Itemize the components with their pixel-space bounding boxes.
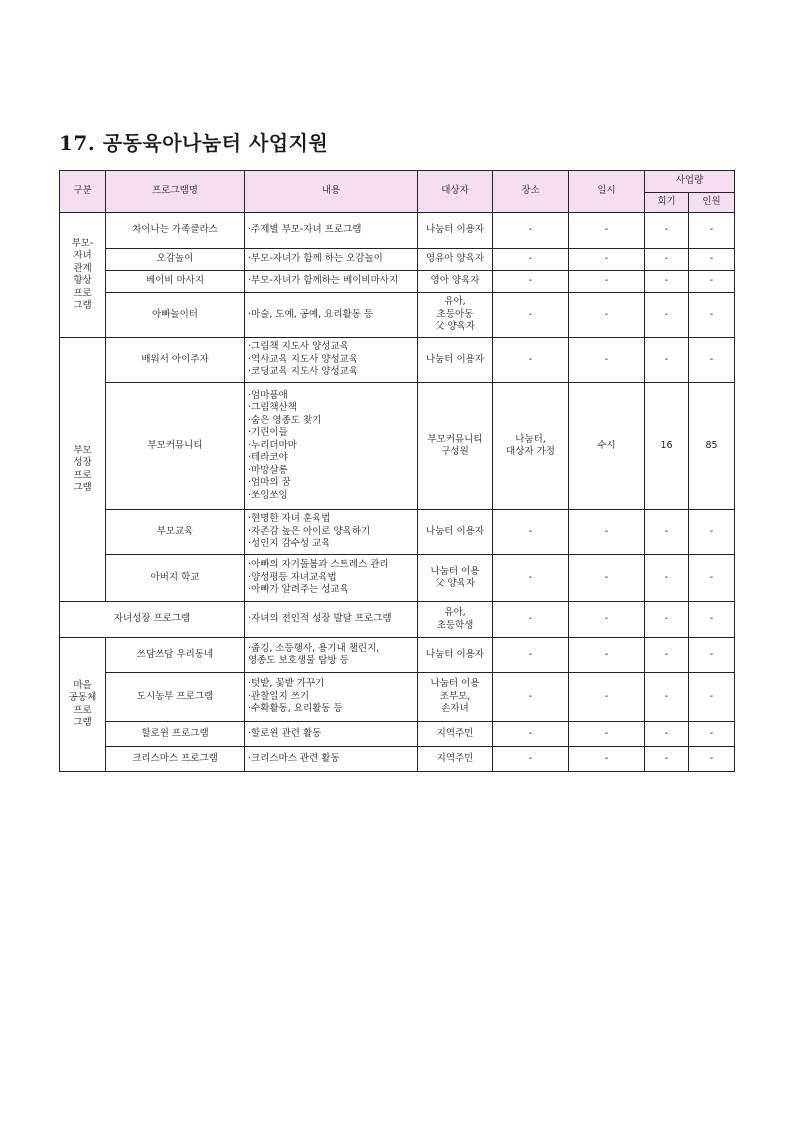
program-name: 부모커뮤니티 — [106, 383, 245, 510]
date-cell: - — [569, 249, 645, 271]
target-line: 父 양육자 — [434, 578, 476, 589]
people-cell: - — [689, 722, 735, 747]
place-cell: - — [493, 673, 569, 722]
content-line: ·주제별 부모-자녀 프로그램 — [248, 224, 362, 236]
people-cell: - — [689, 338, 735, 383]
category-line: 그램 — [73, 300, 92, 311]
category-line: 부모 — [73, 444, 92, 456]
target-line: 지역주민 — [436, 752, 474, 764]
content-line: ·엄마품애 — [248, 389, 288, 401]
table-row — [60, 383, 735, 510]
content-line: ·누리더마마 — [248, 439, 297, 451]
content-line: ·부모-자녀가 함께 하는 오감놀이 — [248, 253, 383, 265]
sessions-cell: - — [645, 638, 689, 673]
program-name: 할로윈 프로그램 — [106, 722, 245, 747]
date-cell: - — [569, 271, 645, 293]
sessions-cell: - — [645, 293, 689, 338]
content-line: ·텃밭, 꽃밭 가꾸기 — [248, 678, 325, 690]
content-line: ·아빠의 자기돌봄과 스트레스 관리 — [248, 559, 389, 571]
program-name: 배워서 아이주자 — [106, 338, 245, 383]
table-row — [60, 271, 735, 293]
target-cell — [418, 249, 493, 271]
program-content — [245, 338, 418, 383]
category-line: 관계 — [73, 262, 92, 274]
category-cell — [60, 638, 106, 772]
table-row — [60, 602, 735, 638]
content-line: ·아빠가 알려주는 성교육 — [248, 584, 349, 596]
program-content — [245, 602, 418, 638]
program-content — [245, 249, 418, 271]
target-cell — [418, 293, 493, 338]
content-line: ·줍깅, 소등행사, 용기내 챌린지, — [248, 642, 380, 654]
content-line: ·엄마의 꿈 — [248, 477, 291, 489]
header-date: 일시 — [569, 171, 645, 213]
program-name: 아빠놀이터 — [106, 293, 245, 338]
date-cell: - — [569, 510, 645, 555]
content-line: ·숨은 영종도 찾기 — [248, 414, 322, 426]
sessions-cell: 16 — [645, 383, 689, 510]
date-cell: - — [569, 293, 645, 338]
people-cell: - — [689, 638, 735, 673]
program-name: 아버지 학교 — [106, 555, 245, 602]
page-title: 17. 공동육아나눔터 사업지원 — [59, 131, 329, 155]
target-cell — [418, 510, 493, 555]
category-line: 프로 — [73, 704, 92, 716]
program-name: 도시농부 프로그램 — [106, 673, 245, 722]
place-cell: - — [493, 249, 569, 271]
target-line: 영유아 양육자 — [425, 253, 485, 265]
target-cell — [418, 213, 493, 249]
content-line: ·현명한 자녀 훈육법 — [248, 513, 331, 525]
date-cell: - — [569, 722, 645, 747]
table-row — [60, 673, 735, 722]
table-row — [60, 510, 735, 555]
category-cell — [60, 213, 106, 338]
category-line: 마을 — [73, 679, 92, 691]
content-line: ·그림책산책 — [248, 402, 297, 414]
content-line: ·수확활동, 요리활동 등 — [248, 703, 343, 715]
place-cell: 나눔터, 대상자 가정 — [493, 383, 569, 510]
table-row — [60, 249, 735, 271]
header-category: 구분 — [60, 171, 106, 213]
date-cell: - — [569, 638, 645, 673]
place-cell: - — [493, 510, 569, 555]
content-line: ·코딩교육 지도사 양성교육 — [248, 366, 359, 378]
place-cell: - — [493, 271, 569, 293]
header-target: 대상자 — [418, 171, 493, 213]
sessions-cell: - — [645, 338, 689, 383]
target-line: 구성원 — [441, 446, 469, 457]
place-cell: - — [493, 747, 569, 772]
content-line: ·그림책 지도사 양성교육 — [248, 341, 349, 353]
target-line: 父 양육자 — [434, 321, 476, 333]
table-row — [60, 747, 735, 772]
target-cell — [418, 338, 493, 383]
people-cell: 85 — [689, 383, 735, 510]
target-cell — [418, 383, 493, 510]
people-cell: - — [689, 555, 735, 602]
table-row — [60, 213, 735, 249]
target-line: 유아, — [444, 607, 466, 618]
content-line: ·역사교육 지도사 양성교육 — [248, 353, 359, 365]
sessions-cell: - — [645, 722, 689, 747]
program-content — [245, 722, 418, 747]
target-cell — [418, 602, 493, 638]
header-program: 프로그램명 — [106, 171, 245, 213]
table-row — [60, 555, 735, 602]
date-cell: - — [569, 747, 645, 772]
content-line: ·자녀의 전인적 성장 발달 프로그램 — [248, 613, 392, 625]
content-line: ·부모-자녀가 함께하는 베이비마사지 — [248, 275, 399, 287]
date-cell: - — [569, 673, 645, 722]
target-line: 조부모, — [439, 690, 471, 702]
program-content — [245, 510, 418, 555]
program-content — [245, 213, 418, 249]
sessions-cell: - — [645, 213, 689, 249]
program-name: 부모교육 — [106, 510, 245, 555]
people-cell: - — [689, 673, 735, 722]
table-row — [60, 338, 735, 383]
content-line: ·기린이들 — [248, 427, 288, 439]
content-line: ·할로윈 관련 활동 — [248, 727, 322, 739]
program-content — [245, 271, 418, 293]
content-line: ·양성평등 자녀교육법 — [248, 571, 337, 583]
program-content — [245, 747, 418, 772]
target-line: 나눔터 이용자 — [425, 353, 485, 365]
program-content — [245, 293, 418, 338]
date-cell: - — [569, 602, 645, 638]
program-content — [245, 673, 418, 722]
people-cell: - — [689, 249, 735, 271]
target-line: 나눔터 이용자 — [425, 224, 485, 236]
program-name: 자녀성장 프로그램 — [60, 602, 245, 638]
program-content — [245, 638, 418, 673]
target-line: 나눔터 이용자 — [425, 525, 485, 537]
place-cell: - — [493, 293, 569, 338]
target-cell — [418, 555, 493, 602]
people-cell: - — [689, 293, 735, 338]
target-cell — [418, 673, 493, 722]
date-cell: - — [569, 338, 645, 383]
content-line: ·관찰일지 쓰기 — [248, 690, 310, 702]
date-cell: - — [569, 213, 645, 249]
people-cell: - — [689, 602, 735, 638]
header-volume: 사업량 — [645, 171, 735, 193]
place-cell: - — [493, 338, 569, 383]
date-cell: - — [569, 555, 645, 602]
header-sessions: 회기 — [645, 193, 689, 213]
program-name: 오감놀이 — [106, 249, 245, 271]
content-line: ·마망살롱 — [248, 464, 288, 476]
target-line: 초등학생 — [436, 619, 474, 631]
date-cell: 수시 — [569, 383, 645, 510]
category-cell — [60, 338, 106, 602]
sessions-cell: - — [645, 271, 689, 293]
target-cell — [418, 747, 493, 772]
program-content — [245, 383, 418, 510]
place-cell: - — [493, 638, 569, 673]
target-line: 나눔터 이용 — [430, 678, 480, 690]
target-line: 지역주민 — [436, 727, 474, 739]
content-line: ·쏘잉쏘잉 — [248, 489, 288, 501]
table-body — [60, 213, 735, 772]
target-cell — [418, 271, 493, 293]
category-line: 프로 — [73, 287, 92, 299]
program-name: 크리스마스 프로그램 — [106, 747, 245, 772]
program-content — [245, 555, 418, 602]
program-table — [59, 170, 735, 772]
target-cell — [418, 638, 493, 673]
content-line: 영종도 보호생물 탐방 등 — [248, 655, 349, 666]
category-line: 그램 — [73, 482, 92, 493]
target-cell — [418, 722, 493, 747]
people-cell: - — [689, 747, 735, 772]
target-line: 영아 양육자 — [430, 275, 480, 287]
content-line: ·성인지 감수성 교육 — [248, 538, 331, 550]
people-cell: - — [689, 271, 735, 293]
target-line: 나눔터 이용자 — [425, 648, 485, 660]
table-row — [60, 638, 735, 673]
category-line: 공동체 — [68, 692, 97, 703]
target-line: 유아, — [444, 296, 466, 308]
place-cell: - — [493, 213, 569, 249]
header-content: 내용 — [245, 171, 418, 213]
category-line: 성장 — [73, 457, 92, 468]
place-cell: - — [493, 555, 569, 602]
sessions-cell: - — [645, 249, 689, 271]
sessions-cell: - — [645, 747, 689, 772]
header-people: 인원 — [689, 193, 735, 213]
category-line: 프로 — [73, 469, 92, 481]
target-line: 손자녀 — [441, 703, 469, 715]
target-line: 부모커뮤니티 — [427, 433, 483, 445]
target-line: 나눔터 이용 — [430, 565, 480, 577]
content-line: ·테라코야 — [248, 452, 288, 464]
category-line: 부모- — [71, 237, 94, 249]
people-cell: - — [689, 213, 735, 249]
people-cell: - — [689, 510, 735, 555]
sessions-cell: - — [645, 673, 689, 722]
category-line: 향상 — [73, 275, 92, 286]
program-name: 베이비 마사지 — [106, 271, 245, 293]
place-cell: - — [493, 722, 569, 747]
program-name: 차이나는 가족클라스 — [106, 213, 245, 249]
content-line: ·크리스마스 관련 활동 — [248, 752, 340, 764]
category-line: 자녀 — [73, 250, 92, 261]
category-line: 그램 — [73, 717, 92, 728]
content-line: ·마술, 도예, 공예, 요리활동 등 — [248, 308, 374, 320]
sessions-cell: - — [645, 555, 689, 602]
table-row — [60, 293, 735, 338]
sessions-cell: - — [645, 602, 689, 638]
target-line: 초등아동 — [436, 308, 474, 320]
place-cell: - — [493, 602, 569, 638]
header-place: 장소 — [493, 171, 569, 213]
sessions-cell: - — [645, 510, 689, 555]
table-header — [60, 171, 735, 213]
program-name: 쓰담쓰담 우리동네 — [106, 638, 245, 673]
table-row — [60, 722, 735, 747]
content-line: ·자존감 높은 아이로 양육하기 — [248, 525, 371, 537]
